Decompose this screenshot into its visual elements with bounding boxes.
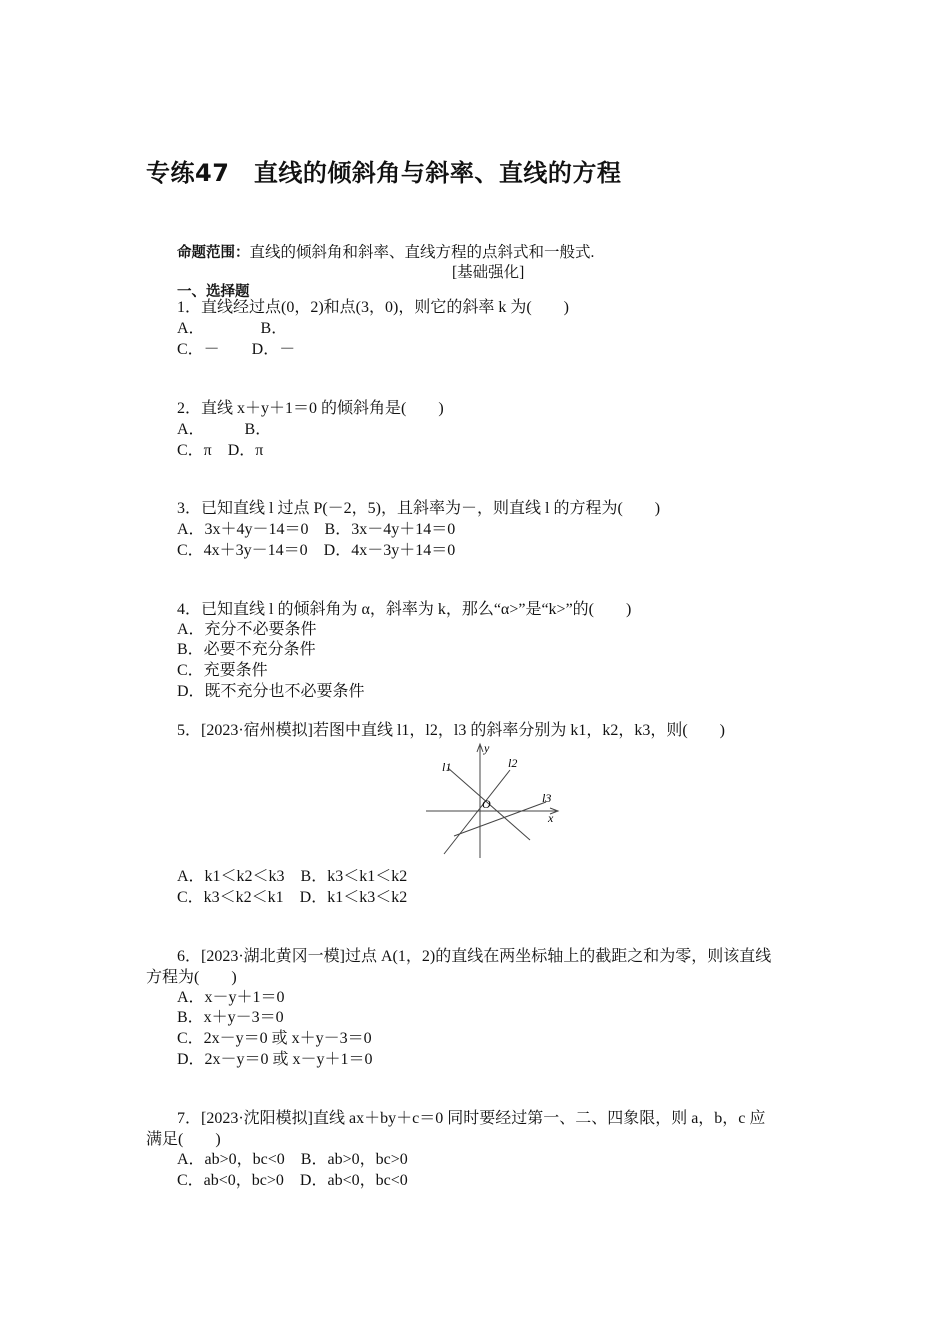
q1-stem: 1．直线经过点(0，2)和点(3，0)，则它的斜率 k 为( ) <box>177 299 569 316</box>
q5-options-ab: A．k1＜k2＜k3 B．k3＜k1＜k2 <box>177 868 408 885</box>
q5-line-figure <box>424 742 566 862</box>
topic-scope-text: 直线的倾斜角和斜率、直线方程的点斜式和一般式. <box>249 244 595 261</box>
q7-stem-line2: 满足( ) <box>146 1131 221 1148</box>
q6-option-d: D．2x－y＝0 或 x－y＋1＝0 <box>177 1051 373 1068</box>
q3-stem: 3．已知直线 l 过点 P(－2，5)，且斜率为－，则直线 l 的方程为( ) <box>177 500 661 517</box>
q6-stem-line1: 6．[2023·湖北黄冈一模]过点 A(1，2)的直线在两坐标轴上的截距之和为零，则该直线 <box>177 948 772 965</box>
section-heading: 一、选择题 <box>177 284 250 300</box>
q2-options-cd: C．π D．π <box>177 442 264 459</box>
q4-option-d: D．既不充分也不必要条件 <box>177 683 365 700</box>
label-l3: l3 <box>542 791 552 805</box>
q7-options-ab: A．ab>0，bc<0 B．ab>0，bc>0 <box>177 1151 408 1168</box>
q4-option-a: A．充分不必要条件 <box>177 621 317 638</box>
q7-stem-line1: 7．[2023·沈阳模拟]直线 ax＋by＋c＝0 同时要经过第一、二、四象限，则 a，b，c 应 <box>177 1110 766 1127</box>
q2-options-ab: A． B． <box>177 421 272 438</box>
q4-option-c: C．充要条件 <box>177 662 268 679</box>
topic-scope-label: 命题范围： <box>177 245 250 261</box>
q2-stem: 2．直线 x＋y＋1＝0 的倾斜角是( ) <box>177 400 444 417</box>
label-x: x <box>548 811 554 825</box>
q3-options-cd: C．4x＋3y－14＝0 D．4x－3y＋14＝0 <box>177 542 456 559</box>
q1-options-cd: C．－ D．－ <box>177 341 296 358</box>
q6-option-a: A．x－y＋1＝0 <box>177 989 285 1006</box>
label-origin: O <box>482 797 491 811</box>
label-y: y <box>484 742 490 755</box>
q4-option-b: B．必要不充分条件 <box>177 641 316 658</box>
label-l1: l1 <box>442 760 452 774</box>
q6-option-c: C．2x－y＝0 或 x＋y－3＝0 <box>177 1030 372 1047</box>
q6-option-b: B．x＋y－3＝0 <box>177 1009 284 1026</box>
q5-stem: 5．[2023·宿州模拟]若图中直线 l1，l2，l3 的斜率分别为 k1，k2，k3，则( ) <box>177 722 725 739</box>
label-l2: l2 <box>508 756 518 770</box>
q6-stem-line2: 方程为( ) <box>146 969 237 986</box>
topic-scope <box>177 240 594 262</box>
line-l3 <box>454 802 546 836</box>
q5-options-cd: C．k3＜k2＜k1 D．k1＜k3＜k2 <box>177 889 408 906</box>
q3-options-ab: A．3x＋4y－14＝0 B．3x－4y＋14＝0 <box>177 521 456 538</box>
q4-stem: 4．已知直线 l 的倾斜角为 α，斜率为 k，那么“α>”是“k>”的( ) <box>177 601 632 618</box>
level-heading: [基础强化] <box>452 264 525 281</box>
q7-options-cd: C．ab<0，bc>0 D．ab<0，bc<0 <box>177 1172 408 1189</box>
q1-options-ab: A． B． <box>177 320 288 337</box>
page-title: 专练47 直线的倾斜角与斜率、直线的方程 <box>146 159 622 187</box>
line-l2 <box>444 770 510 854</box>
